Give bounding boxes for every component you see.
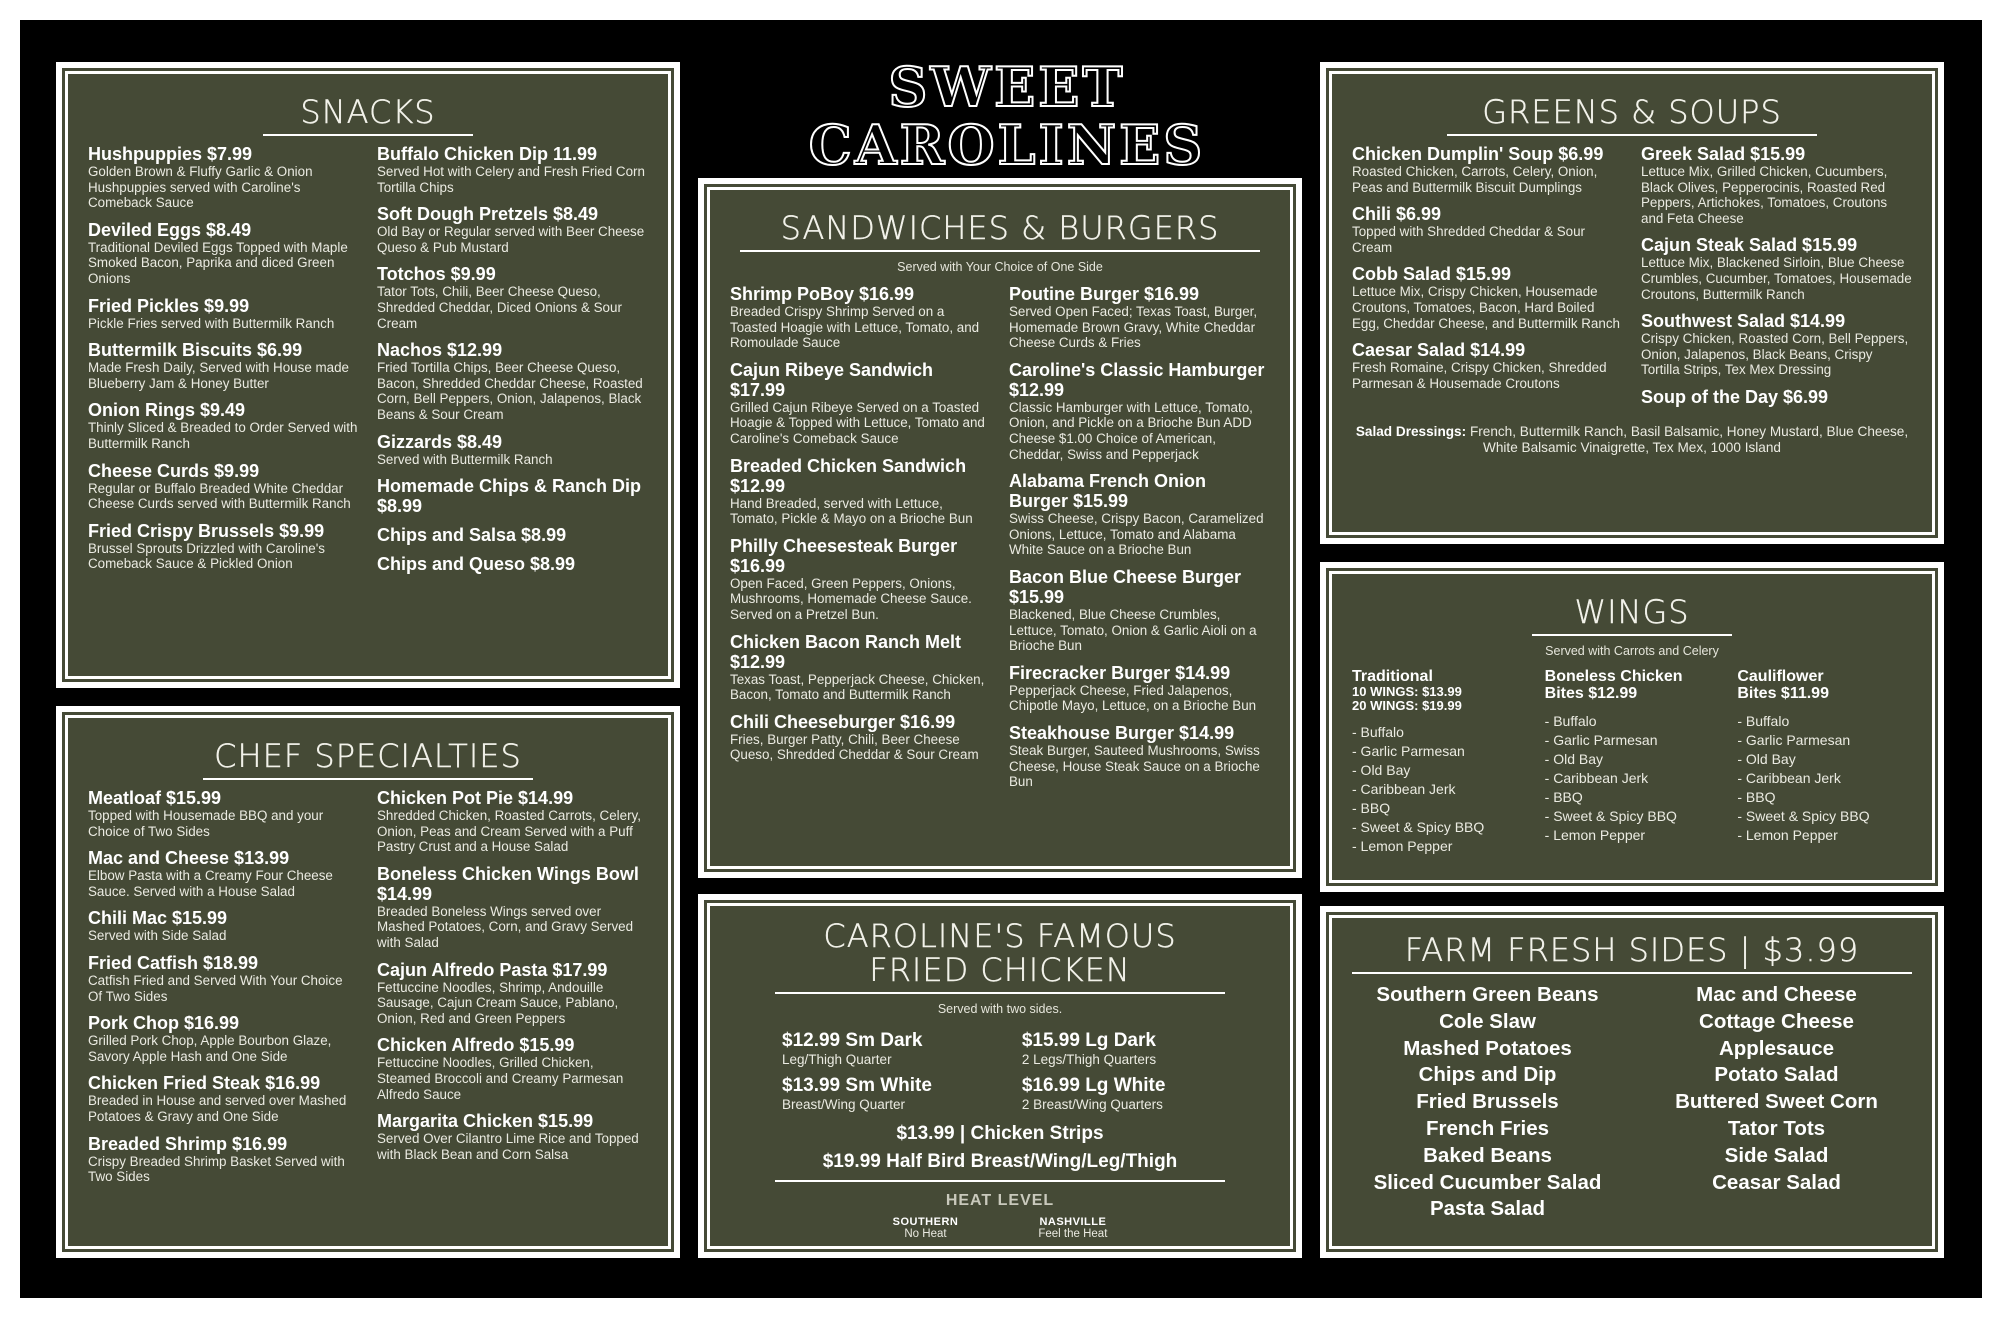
side-item: Cottage Cheese: [1699, 1009, 1854, 1033]
side-item: Potato Salad: [1714, 1063, 1839, 1087]
title-underline: [203, 778, 533, 780]
fc-lg-white: [1022, 1075, 1218, 1112]
side-item: Ceasar Salad: [1712, 1170, 1841, 1194]
wing-flavor: - Garlic Parmesan: [1352, 743, 1465, 759]
heat-southern: [893, 1216, 959, 1240]
menu-item-desc: Lettuce Mix, Crispy Chicken, Housemade Croutons, Tomatoes, Bacon, Hard Boiled Egg, Cheddar Cheese, and Buttermilk Ranch: [1352, 284, 1620, 331]
heat-nashville: [1038, 1216, 1107, 1240]
menu-item: [88, 953, 359, 1004]
wings-price: Bites $12.99: [1544, 685, 1638, 702]
menu-item-name: Caroline's Classic Hamburger $12.99: [1009, 359, 1265, 400]
sides-panel: [1320, 906, 1944, 1258]
heat-name: SOUTHERN: [892, 1216, 959, 1228]
menu-item-name: Greek Salad $15.99: [1641, 144, 1806, 164]
menu-item-name: Homemade Chips & Ranch Dip $8.99: [377, 476, 642, 517]
menu-item-desc: Regular or Buffalo Breaded White Cheddar Cheese Curds served with Buttermilk Ranch: [88, 480, 351, 512]
menu-item: [1641, 144, 1912, 226]
fc-lg-dark: [1022, 1030, 1218, 1067]
heat-desc: Feel the Heat: [1038, 1228, 1108, 1240]
menu-item-name: Caesar Salad $14.99: [1352, 340, 1526, 361]
sandwiches-col-1: [730, 284, 991, 799]
side-item: Sliced Cucumber Salad: [1373, 1170, 1602, 1194]
menu-item-desc: Served Open Faced; Texas Toast, Burger, Homemade Brown Gravy, White Cheddar Cheese Curds & Fries: [1009, 304, 1258, 351]
menu-item-desc: Old Bay or Regular served with Beer Cheese Queso & Pub Mustard: [377, 224, 645, 255]
menu-item: [377, 525, 648, 545]
wing-flavor: - Garlic Parmesan: [1544, 732, 1658, 748]
chef-col-1: [88, 788, 359, 1194]
wing-flavor: - Buffalo: [1544, 713, 1597, 729]
title-underline: [263, 134, 473, 136]
fried-chicken-title-1: CAROLINE'S FAMOUS: [823, 917, 1177, 955]
title-underline: [1447, 134, 1817, 136]
menu-item-name: Cajun Steak Salad $15.99: [1641, 235, 1858, 256]
menu-item-desc: Served Over Cilantro Lime Rice and Topped with Black Bean and Corn Salsa: [377, 1131, 639, 1162]
menu-item: [1009, 360, 1270, 462]
sides-col-1: [1352, 982, 1623, 1223]
menu-item-name: Chicken Fried Steak $16.99: [88, 1073, 321, 1094]
menu-item-name: Deviled Eggs $8.49: [88, 219, 252, 240]
menu-item-desc: Swiss Cheese, Crispy Bacon, Caramelized Onions, Lettuce, Tomato and Alabama White Sauce on a Brioche Bun: [1009, 511, 1264, 558]
menu-item: [88, 340, 359, 391]
menu-item-name: Cheese Curds $9.99: [88, 460, 260, 481]
menu-item: [1352, 264, 1623, 331]
menu-item-desc: Fresh Romaine, Crispy Chicken, Shredded Parmesan & Housemade Croutons: [1352, 360, 1607, 391]
wings-column: [1545, 668, 1720, 856]
menu-item: [377, 264, 648, 331]
fried-chicken-panel: [698, 894, 1302, 1258]
menu-item-name: Firecracker Burger $14.99: [1009, 662, 1231, 683]
menu-item-name: Chicken Alfredo $15.99: [377, 1035, 575, 1056]
menu-item-name: Southwest Salad $14.99: [1641, 311, 1846, 332]
wing-flavor: - Old Bay: [1352, 762, 1411, 778]
menu-item: [88, 788, 359, 839]
menu-item-desc: Crispy Chicken, Roasted Corn, Bell Peppers, Onion, Jalapenos, Black Beans, Crispy Tortilla Strips, Tex Mex Dressing: [1641, 331, 1909, 378]
snacks-col-2: [377, 144, 648, 583]
menu-item-name: Chili $6.99: [1352, 204, 1442, 225]
snacks-title: SNACKS: [300, 93, 436, 131]
wing-flavor: - Sweet & Spicy BBQ: [1737, 808, 1870, 824]
menu-item: [730, 536, 991, 623]
wing-flavor: - Lemon Pepper: [1544, 827, 1646, 843]
menu-item: [1641, 311, 1912, 378]
menu-item: [377, 204, 648, 255]
heat-desc: No Heat: [904, 1228, 947, 1240]
menu-item-name: Alabama French Onion Burger $15.99: [1009, 471, 1207, 512]
menu-item-name: Cajun Ribeye Sandwich $17.99: [730, 359, 934, 400]
side-item: French Fries: [1425, 1116, 1550, 1140]
menu-item: [377, 788, 648, 855]
menu-item: [88, 296, 359, 332]
side-item: Cole Slaw: [1439, 1009, 1536, 1033]
wing-flavor: - Lemon Pepper: [1737, 827, 1838, 843]
menu-item-desc: Fettuccine Noodles, Grilled Chicken, Steamed Broccoli and Creamy Parmesan Alfredo Sauce: [377, 1055, 624, 1102]
menu-item: [730, 284, 991, 351]
menu-item-name: Hushpuppies $7.99: [88, 144, 253, 164]
greens-title: GREENS & SOUPS: [1482, 93, 1782, 131]
menu-item-name: Boneless Chicken Wings Bowl $14.99: [377, 863, 639, 904]
snacks-panel: [56, 62, 680, 688]
menu-item-desc: Topped with Housemade BBQ and your Choice of Two Sides: [88, 808, 324, 839]
menu-item-name: Buffalo Chicken Dip 11.99: [377, 144, 598, 164]
menu-item: [88, 144, 359, 211]
chef-col-2: [377, 788, 648, 1194]
menu-item: [1352, 340, 1623, 391]
menu-item-desc: Lettuce Mix, Grilled Chicken, Cucumbers, Black Olives, Pepperocinis, Roasted Red Peppers, Artichokes, Tomatoes, Croutons and Feta Cheese: [1641, 164, 1888, 226]
wing-flavor: - BBQ: [1544, 789, 1583, 805]
menu-item-desc: Served with Buttermilk Ranch: [377, 451, 553, 467]
fc-item-desc: 2 Legs/Thigh Quarters: [1021, 1052, 1157, 1067]
logo: [708, 55, 1306, 196]
title-underline: [1532, 634, 1732, 636]
wing-flavor: - Garlic Parmesan: [1737, 732, 1851, 748]
menu-item-desc: Classic Hamburger with Lettuce, Tomato, Onion, and Pickle on a Brioche Bun ADD Cheese $1.00 Choice of American, Cheddar, Swiss and Pepperjack: [1009, 399, 1253, 462]
menu-item-desc: Fried Tortilla Chips, Beer Cheese Queso, Bacon, Shredded Cheddar Cheese, Roasted Corn, Bell Peppers, Onion, Jalapenos, Black Beans & Sour Cream: [377, 360, 643, 422]
menu-item-desc: Traditional Deviled Eggs Topped with Maple Smoked Bacon, Paprika and diced Green Onions: [88, 239, 348, 286]
menu-item-desc: Blackened, Blue Cheese Crumbles, Lettuce, Tomato, Onion & Garlic Aioli on a Brioche Bun: [1009, 606, 1257, 654]
menu-item-name: Chicken Pot Pie $14.99: [377, 788, 574, 808]
menu-item-desc: Golden Brown & Fluffy Garlic & Onion Hushpuppies served with Caroline's Comeback Sauce: [88, 164, 313, 211]
wings-subtitle: Served with Carrots and Celery: [1545, 644, 1719, 658]
menu-item-name: Gizzards $8.49: [377, 431, 503, 452]
menu-item-desc: Breaded in House and served over Mashed Potatoes & Gravy and One Side: [88, 1093, 347, 1124]
wings-title: WINGS: [1574, 593, 1690, 631]
menu-item-name: Totchos $9.99: [377, 264, 496, 285]
menu-item-desc: Thinly Sliced & Breaded to Order Served with Buttermilk Ranch: [88, 420, 358, 451]
menu-item-name: Soup of the Day $6.99: [1641, 386, 1829, 407]
menu-item-name: Chili Mac $15.99: [88, 908, 228, 929]
wings-price: 20 WINGS: $19.99: [1352, 698, 1462, 713]
menu-item-desc: Open Faced, Green Peppers, Onions, Mushrooms, Homemade Cheese Sauce. Served on a Pretzel Bun.: [730, 575, 972, 622]
wings-price: 10 WINGS: $13.99: [1352, 684, 1462, 699]
menu-item: [377, 432, 648, 468]
menu-item-desc: Texas Toast, Pepperjack Cheese, Chicken, Bacon, Tomato and Buttermilk Ranch: [730, 671, 985, 703]
side-item: Southern Green Beans: [1376, 983, 1599, 1006]
menu-item: [730, 632, 991, 703]
menu-item: [88, 220, 359, 287]
wing-flavor: - BBQ: [1352, 800, 1391, 816]
side-item: Baked Beans: [1423, 1143, 1552, 1167]
greens-panel: [1320, 62, 1944, 544]
menu-item-name: Cobb Salad $15.99: [1352, 264, 1512, 285]
wings-column: [1352, 668, 1527, 856]
menu-item-name: Chips and Salsa $8.99: [377, 525, 567, 546]
menu-item-name: Chicken Bacon Ranch Melt $12.99: [730, 631, 962, 672]
menu-item-name: Cajun Alfredo Pasta $17.99: [377, 959, 608, 980]
salad-dressings: [1352, 424, 1912, 456]
wings-item-name: Traditional: [1352, 668, 1433, 685]
menu-item: [88, 400, 359, 451]
side-item: Applesauce: [1718, 1036, 1835, 1060]
menu-item: [1009, 567, 1270, 654]
fc-item-name: $12.99 Sm Dark: [782, 1030, 923, 1051]
fc-item-name: $16.99 Lg White: [1021, 1075, 1166, 1096]
wings-columns: [1352, 668, 1912, 856]
side-item: Pasta Salad: [1429, 1197, 1546, 1221]
menu-item: [88, 848, 359, 899]
menu-item-desc: Roasted Chicken, Carrots, Celery, Onion, Peas and Buttermilk Biscuit Dumplings: [1352, 164, 1598, 195]
menu-item: [1352, 204, 1623, 255]
brand-name: SWEET CAROLINES: [808, 55, 1206, 177]
menu-item-name: Bacon Blue Cheese Burger $15.99: [1009, 566, 1242, 607]
fc-half-bird: $19.99 Half Bird Breast/Wing/Leg/Thigh: [822, 1151, 1178, 1172]
menu-item-name: Philly Cheesesteak Burger $16.99: [730, 535, 958, 576]
sandwiches-panel: [698, 178, 1302, 878]
chef-title: CHEF SPECIALTIES: [214, 737, 522, 775]
menu-item: [1352, 144, 1623, 195]
menu-item-desc: Topped with Shredded Cheddar & Sour Cream: [1352, 224, 1586, 255]
side-item: Buttered Sweet Corn: [1675, 1090, 1878, 1114]
menu-item-desc: Catfish Fried and Served With Your Choice Of Two Sides: [88, 972, 343, 1004]
fried-chicken-title-2: FRIED CHICKEN: [869, 951, 1131, 989]
menu-item-desc: Breaded Crispy Shrimp Served on a Toasted Hoagie with Lettuce, Tomato, and Romoulade Sauce: [730, 304, 980, 351]
menu-item: [377, 476, 648, 516]
menu-item-name: Nachos $12.99: [377, 340, 503, 361]
menu-item: [88, 1013, 359, 1064]
wing-flavor: - Buffalo: [1352, 724, 1404, 740]
wing-flavor: - Lemon Pepper: [1352, 838, 1453, 854]
menu-item-desc: Pepperjack Cheese, Fried Jalapenos, Chipotle Mayo, Lettuce, on a Brioche Bun: [1009, 682, 1257, 714]
menu-item: [1009, 663, 1270, 714]
side-item: Mashed Potatoes: [1403, 1036, 1572, 1060]
wings-column: [1737, 668, 1912, 856]
menu-item: [377, 144, 648, 195]
menu-item-desc: Fettuccine Noodles, Shrimp, Andouille Sausage, Cajun Cream Sauce, Pablano, Onion, Red and Green Peppers: [377, 979, 619, 1026]
wings-panel: [1320, 562, 1944, 892]
side-item: Side Salad: [1724, 1143, 1829, 1167]
menu-item-desc: Fries, Burger Patty, Chili, Beer Cheese Queso, Shredded Cheddar & Sour Cream: [730, 731, 979, 763]
menu-item-name: Mac and Cheese $13.99: [88, 848, 290, 869]
sides-title: FARM FRESH SIDES | $3.99: [1404, 931, 1860, 969]
menu-item: [377, 1035, 648, 1102]
divider: [775, 1180, 1225, 1182]
menu-item: [730, 712, 991, 763]
wing-flavor: - Sweet & Spicy BBQ: [1544, 808, 1677, 824]
menu-item-desc: Grilled Pork Chop, Apple Bourbon Glaze, Savory Apple Hash and One Side: [88, 1033, 332, 1064]
fc-item-name: $15.99 Lg Dark: [1021, 1030, 1156, 1051]
menu-item-desc: Steak Burger, Sauteed Mushrooms, Swiss Cheese, House Steak Sauce on a Brioche Bun: [1009, 742, 1260, 790]
heat-name: NASHVILLE: [1039, 1216, 1107, 1228]
side-item: Mac and Cheese: [1696, 983, 1857, 1006]
menu-item-desc: Breaded Boneless Wings served over Mashed Potatoes, Corn, and Gravy Served with Salad: [377, 903, 634, 950]
title-underline: [740, 250, 1260, 252]
side-item: Chips and Dip: [1418, 1063, 1557, 1087]
heat-level-title: HEAT LEVEL: [945, 1192, 1055, 1209]
menu-item-desc: Made Fresh Daily, Served with House made Blueberry Jam & Honey Butter: [88, 360, 349, 391]
menu-item-desc: Grilled Cajun Ribeye Served on a Toasted Hoagie & Topped with Lettuce, Tomato and Caroline's Comeback Sauce: [730, 399, 985, 446]
chef-panel: [56, 706, 680, 1258]
menu-item-name: Chili Cheeseburger $16.99: [730, 711, 956, 732]
title-underline: [1352, 972, 1912, 974]
fc-item-desc: Breast/Wing Quarter: [782, 1097, 906, 1112]
wing-flavor: - Sweet & Spicy BBQ: [1352, 819, 1485, 835]
greens-col-1: [1352, 144, 1623, 416]
menu-item-name: Breaded Chicken Sandwich $12.99: [730, 455, 967, 496]
menu-item: [377, 340, 648, 422]
menu-item: [88, 461, 359, 512]
menu-item: [1009, 723, 1270, 790]
menu-item-name: Fried Catfish $18.99: [88, 952, 259, 973]
menu-item-desc: Crispy Breaded Shrimp Basket Served with Two Sides: [88, 1153, 345, 1185]
sandwiches-subtitle: Served with Your Choice of One Side: [897, 260, 1103, 274]
menu-item: [88, 1134, 359, 1185]
fc-sm-white: [782, 1075, 978, 1112]
dressings-label: Salad Dressings:: [1355, 423, 1467, 439]
wing-flavor: - Caribbean Jerk: [1352, 781, 1456, 797]
menu-item: [730, 456, 991, 527]
menu-item: [88, 1073, 359, 1124]
sandwiches-title: SANDWICHES & BURGERS: [780, 209, 1220, 247]
snacks-col-1: [88, 144, 359, 583]
sides-col-2: [1641, 982, 1912, 1223]
wing-flavor: - Old Bay: [1737, 751, 1796, 767]
menu-item-desc: Served Hot with Celery and Fresh Fried Corn Tortilla Chips: [377, 164, 645, 195]
menu-item-name: Poutine Burger $16.99: [1009, 284, 1200, 304]
menu-item: [377, 554, 648, 574]
menu-item: [88, 908, 359, 944]
menu-item: [1641, 387, 1912, 407]
wing-flavor: - Caribbean Jerk: [1544, 770, 1649, 786]
menu-item: [377, 864, 648, 951]
menu-item-name: Soft Dough Pretzels $8.49: [377, 204, 599, 225]
fc-item-desc: Leg/Thigh Quarter: [782, 1052, 892, 1067]
menu-item-name: Steakhouse Burger $14.99: [1009, 722, 1235, 743]
title-underline: [775, 992, 1225, 994]
menu-item-desc: Lettuce Mix, Blackened Sirloin, Blue Cheese Crumbles, Cucumber, Tomatoes, Housemade Croutons, Buttermilk Ranch: [1641, 255, 1912, 302]
wings-item-name: Boneless Chicken: [1544, 668, 1683, 685]
menu-item-name: Margarita Chicken $15.99: [377, 1111, 594, 1132]
greens-col-2: [1641, 144, 1912, 416]
dressings-list: French, Buttermilk Ranch, Basil Balsamic, Honey Mustard, Blue Cheese, White Balsamic Vinaigrette, Tex Mex, 1000 Island: [1469, 423, 1909, 455]
menu-item-name: Fried Pickles $9.99: [88, 295, 250, 316]
menu-item-desc: Served with Side Salad: [88, 928, 227, 944]
menu-item: [1009, 284, 1270, 351]
fc-strips: $13.99 | Chicken Strips: [896, 1123, 1104, 1144]
wing-flavor: - Buffalo: [1737, 713, 1790, 729]
menu-item-desc: Shredded Chicken, Roasted Carrots, Celery, Onion, Peas and Cream Served with a Puff Pastry Crust and a House Salad: [377, 808, 641, 855]
menu-item-name: Fried Crispy Brussels $9.99: [88, 520, 325, 541]
menu-item: [377, 1111, 648, 1162]
side-item: Tator Tots: [1727, 1116, 1826, 1140]
menu-item: [730, 360, 991, 447]
fc-item-name: $13.99 Sm White: [782, 1075, 932, 1096]
menu-item-name: Chicken Dumplin' Soup $6.99: [1352, 144, 1604, 164]
menu-item: [1641, 235, 1912, 302]
wings-price: Bites $11.99: [1737, 685, 1829, 702]
menu-item-name: Pork Chop $16.99: [88, 1013, 240, 1034]
sandwiches-col-2: [1009, 284, 1270, 799]
menu-item-name: Onion Rings $9.49: [88, 400, 246, 421]
fc-sm-dark: [782, 1030, 978, 1067]
wing-flavor: - Caribbean Jerk: [1737, 770, 1841, 786]
menu-item: [377, 960, 648, 1027]
menu-item-name: Buttermilk Biscuits $6.99: [88, 340, 303, 361]
menu-item-name: Breaded Shrimp $16.99: [88, 1133, 288, 1154]
wings-item-name: Cauliflower: [1737, 668, 1824, 685]
menu-item-desc: Brussel Sprouts Drizzled with Caroline's Comeback Sauce & Pickled Onion: [88, 540, 325, 572]
menu-item-name: Chips and Queso $8.99: [377, 554, 576, 575]
menu-item: [1009, 471, 1270, 558]
menu-item-desc: Tator Tots, Chili, Beer Cheese Queso, Shredded Cheddar, Diced Onions & Sour Cream: [377, 284, 622, 331]
menu-item-name: Shrimp PoBoy $16.99: [730, 284, 915, 304]
side-item: Fried Brussels: [1416, 1090, 1559, 1114]
menu-item: [88, 521, 359, 572]
wing-flavor: - Old Bay: [1544, 751, 1604, 767]
fried-chicken-subtitle: Served with two sides.: [937, 1002, 1063, 1016]
menu-item-desc: Pickle Fries served with Buttermilk Ranch: [88, 315, 335, 331]
menu-item-name: Meatloaf $15.99: [88, 788, 222, 808]
wing-flavor: - BBQ: [1737, 789, 1776, 805]
menu-item-desc: Hand Breaded, served with Lettuce, Tomato, Pickle & Mayo on a Brioche Bun: [730, 495, 973, 527]
menu-item-desc: Elbow Pasta with a Creamy Four Cheese Sauce. Served with a House Salad: [88, 868, 333, 899]
fc-item-desc: 2 Breast/Wing Quarters: [1021, 1097, 1163, 1112]
